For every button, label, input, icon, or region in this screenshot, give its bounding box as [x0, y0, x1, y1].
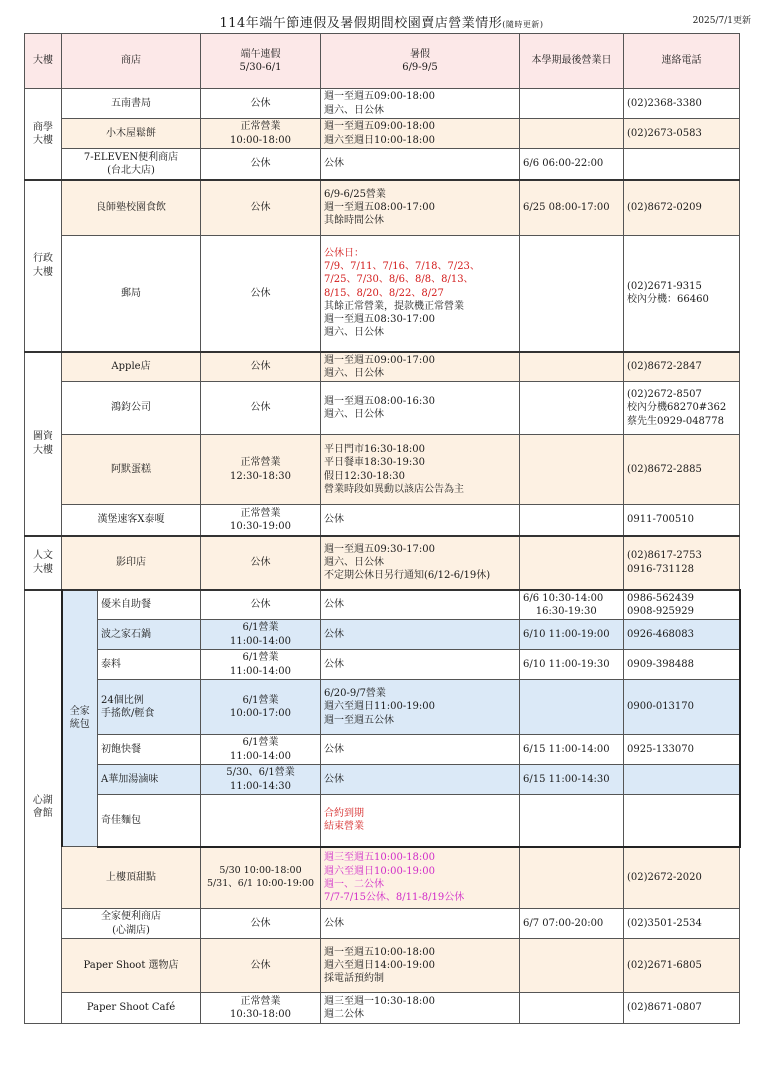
summer-hours: 週三至週一10:30-18:00 週二公休 — [321, 993, 520, 1024]
summer-hours: 公休日： 7/9、7/11、7/16、7/18、7/23、 7/25、7/30、8/6、8/8、8/13、 8/15、8/20、8/22、8/27 其餘正常營業，提款機正常營業 週一至週五08:30-17:00 週六、日公休 — [321, 236, 520, 352]
phone: 0900-013170 — [624, 680, 740, 735]
summer-hours: 公休 — [321, 735, 520, 765]
last-day — [520, 236, 624, 352]
header-dragon: 端午連假 5/30-6/1 — [201, 34, 321, 89]
phone: (02)8617-2753 0916-731128 — [624, 536, 740, 590]
table-row — [25, 939, 740, 993]
last-day — [520, 89, 624, 119]
last-day: 6/15 11:00-14:00 — [520, 735, 624, 765]
last-day — [520, 993, 624, 1024]
summer-hours: 公休 — [321, 650, 520, 680]
table-row — [25, 89, 740, 119]
phone: (02)3501-2534 — [624, 909, 740, 939]
summer-hours: 週三至週五10:00-18:00 週六至週日10:00-19:00 週一、二公休 7/7-7/15公休、8/11-8/19公休 — [321, 847, 520, 909]
summer-hours: 週一至週五09:00-18:00 週六至週日10:00-18:00 — [321, 119, 520, 149]
dragon-hours: 公休 — [201, 236, 321, 352]
header-shop: 商店 — [62, 34, 201, 89]
summer-hours: 週一至週五09:00-17:00 週六、日公休 — [321, 352, 520, 382]
table-row — [25, 352, 740, 382]
shop-name: 五南書局 — [62, 89, 201, 119]
dragon-hours: 公休 — [201, 352, 321, 382]
last-day — [520, 382, 624, 435]
phone: (02)8672-2847 — [624, 352, 740, 382]
dragon-hours: 正常營業 10:30-19:00 — [201, 505, 321, 536]
shop-name: 漢堡速客X泰嗄 — [62, 505, 201, 536]
phone: (02)2672-2020 — [624, 847, 740, 909]
table-row — [25, 435, 740, 505]
header-phone: 連絡電話 — [624, 34, 740, 89]
dragon-hours: 正常營業 10:30-18:00 — [201, 993, 321, 1024]
dragon-hours: 6/1營業 11:00-14:00 — [201, 735, 321, 765]
summer-hours: 週一至週五08:00-16:30 週六、日公休 — [321, 382, 520, 435]
family-group-label: 全家統包 — [62, 590, 98, 847]
summer-hours: 公休 — [321, 620, 520, 650]
summer-hours: 公休 — [321, 765, 520, 795]
building-label: 心湖 會館 — [25, 590, 62, 1024]
summer-hours: 週一至週五09:00-18:00 週六、日公休 — [321, 89, 520, 119]
shop-name: 阿默蛋糕 — [62, 435, 201, 505]
phone — [624, 795, 740, 847]
shop-name: 良師塾校園食飲 — [62, 180, 201, 236]
shop-name: 郵局 — [62, 236, 201, 352]
shop-name: 7-ELEVEN便利商店 (台北大店) — [62, 149, 201, 180]
shop-name: 初飽快餐 — [98, 735, 201, 765]
last-day — [520, 680, 624, 735]
shop-name: Paper Shoot Café — [62, 993, 201, 1024]
building-label: 商學 大樓 — [25, 89, 62, 180]
table-row — [25, 735, 740, 765]
building-label: 人文 大樓 — [25, 536, 62, 590]
summer-hours: 週一至週五09:30-17:00 週六、日公休 不定期公休日另行通知(6/12-6/19休) — [321, 536, 520, 590]
shop-name: 鴻鈞公司 — [62, 382, 201, 435]
shop-name: 影印店 — [62, 536, 201, 590]
shop-name: 泰料 — [98, 650, 201, 680]
shop-name: 上樓頂甜點 — [62, 847, 201, 909]
table-row — [25, 590, 740, 620]
header-last-day: 本學期最後營業日 — [520, 34, 624, 89]
table-row — [25, 680, 740, 735]
header-building: 大樓 — [25, 34, 62, 89]
shop-name: 24個比例 手搖飲/輕食 — [98, 680, 201, 735]
dragon-hours: 6/1營業 11:00-14:00 — [201, 620, 321, 650]
summer-hours: 6/9-6/25營業 週一至週五08:00-17:00 其餘時間公休 — [321, 180, 520, 236]
table-row — [25, 650, 740, 680]
table-row — [25, 795, 740, 847]
last-day: 6/6 10:30-14:00 16:30-19:30 — [520, 590, 624, 620]
last-day — [520, 795, 624, 847]
dragon-hours: 公休 — [201, 180, 321, 236]
dragon-hours: 5/30、6/1營業 11:00-14:30 — [201, 765, 321, 795]
store-hours-table — [24, 33, 741, 1024]
shop-name: 奇佳麵包 — [98, 795, 201, 847]
page-title: 114年端午節連假及暑假期間校園賣店營業情形(隨時更新) — [219, 16, 544, 31]
phone: 0926-468083 — [624, 620, 740, 650]
shop-name: Apple店 — [62, 352, 201, 382]
phone: (02)2368-3380 — [624, 89, 740, 119]
last-day — [520, 435, 624, 505]
summer-hours: 公休 — [321, 505, 520, 536]
table-row — [25, 236, 740, 352]
shop-name: 小木屋鬆餅 — [62, 119, 201, 149]
summer-hours: 平日門市16:30-18:00 平日餐車18:30-19:30 假日12:30-18:30 營業時段如異動以該店公告為主 — [321, 435, 520, 505]
header-row — [25, 34, 740, 89]
building-label: 圖資 大樓 — [25, 352, 62, 536]
table-row — [25, 909, 740, 939]
phone: (02)2673-0583 — [624, 119, 740, 149]
dragon-hours: 公休 — [201, 149, 321, 180]
last-day: 6/15 11:00-14:30 — [520, 765, 624, 795]
phone: 0909-398488 — [624, 650, 740, 680]
last-day: 6/10 11:00-19:30 — [520, 650, 624, 680]
dragon-hours: 公休 — [201, 590, 321, 620]
table-row — [25, 149, 740, 180]
shop-name: 優米自助餐 — [98, 590, 201, 620]
building-label: 行政 大樓 — [25, 180, 62, 352]
last-day — [520, 847, 624, 909]
dragon-hours: 公休 — [201, 536, 321, 590]
last-day — [520, 119, 624, 149]
last-day — [520, 939, 624, 993]
shop-name: Paper Shoot 選物店 — [62, 939, 201, 993]
summer-hours: 合約到期 結束營業 — [321, 795, 520, 847]
last-day — [520, 505, 624, 536]
summer-hours: 公休 — [321, 590, 520, 620]
phone: (02)2671-6805 — [624, 939, 740, 993]
summer-hours: 6/20-9/7營業 週六至週日11:00-19:00 週一至週五公休 — [321, 680, 520, 735]
last-day: 6/7 07:00-20:00 — [520, 909, 624, 939]
table-row — [25, 536, 740, 590]
header-summer: 暑假 6/9-9/5 — [321, 34, 520, 89]
dragon-hours: 正常營業 10:00-18:00 — [201, 119, 321, 149]
last-day: 6/6 06:00-22:00 — [520, 149, 624, 180]
phone: 0925-133070 — [624, 735, 740, 765]
table-row — [25, 620, 740, 650]
phone: 0986-562439 0908-925929 — [624, 590, 740, 620]
table-row — [25, 993, 740, 1024]
last-day — [520, 536, 624, 590]
shop-name: 波之家石鍋 — [98, 620, 201, 650]
phone: (02)2671-9315 校內分機：66460 — [624, 236, 740, 352]
last-day — [520, 352, 624, 382]
shop-name: A華加湯滷味 — [98, 765, 201, 795]
dragon-hours: 6/1營業 11:00-14:00 — [201, 650, 321, 680]
phone: (02)8671-0807 — [624, 993, 740, 1024]
dragon-hours: 公休 — [201, 382, 321, 435]
phone — [624, 149, 740, 180]
dragon-hours: 公休 — [201, 89, 321, 119]
dragon-hours: 公休 — [201, 939, 321, 993]
table-row — [25, 505, 740, 536]
dragon-hours: 正常營業 12:30-18:30 — [201, 435, 321, 505]
dragon-hours: 公休 — [201, 909, 321, 939]
last-day: 6/25 08:00-17:00 — [520, 180, 624, 236]
summer-hours: 公休 — [321, 909, 520, 939]
dragon-hours: 5/30 10:00-18:00 5/31、6/1 10:00-19:00 — [201, 847, 321, 909]
table-row — [25, 847, 740, 909]
dragon-hours: 6/1營業 10:00-17:00 — [201, 680, 321, 735]
phone: (02)8672-2885 — [624, 435, 740, 505]
phone: (02)2672-8507 校內分機68270#362 蔡先生0929-048778 — [624, 382, 740, 435]
dragon-hours — [201, 795, 321, 847]
last-day: 6/10 11:00-19:00 — [520, 620, 624, 650]
update-date: 2025/7/1更新 — [692, 16, 751, 26]
phone: 0911-700510 — [624, 505, 740, 536]
table-row — [25, 382, 740, 435]
table-row — [25, 119, 740, 149]
phone — [624, 765, 740, 795]
table-row — [25, 180, 740, 236]
summer-hours: 公休 — [321, 149, 520, 180]
phone: (02)8672-0209 — [624, 180, 740, 236]
summer-hours: 週一至週五10:00-18:00 週六至週日14:00-19:00 採電話預約制 — [321, 939, 520, 993]
shop-name: 全家便利商店 (心湖店) — [62, 909, 201, 939]
table-row — [25, 765, 740, 795]
